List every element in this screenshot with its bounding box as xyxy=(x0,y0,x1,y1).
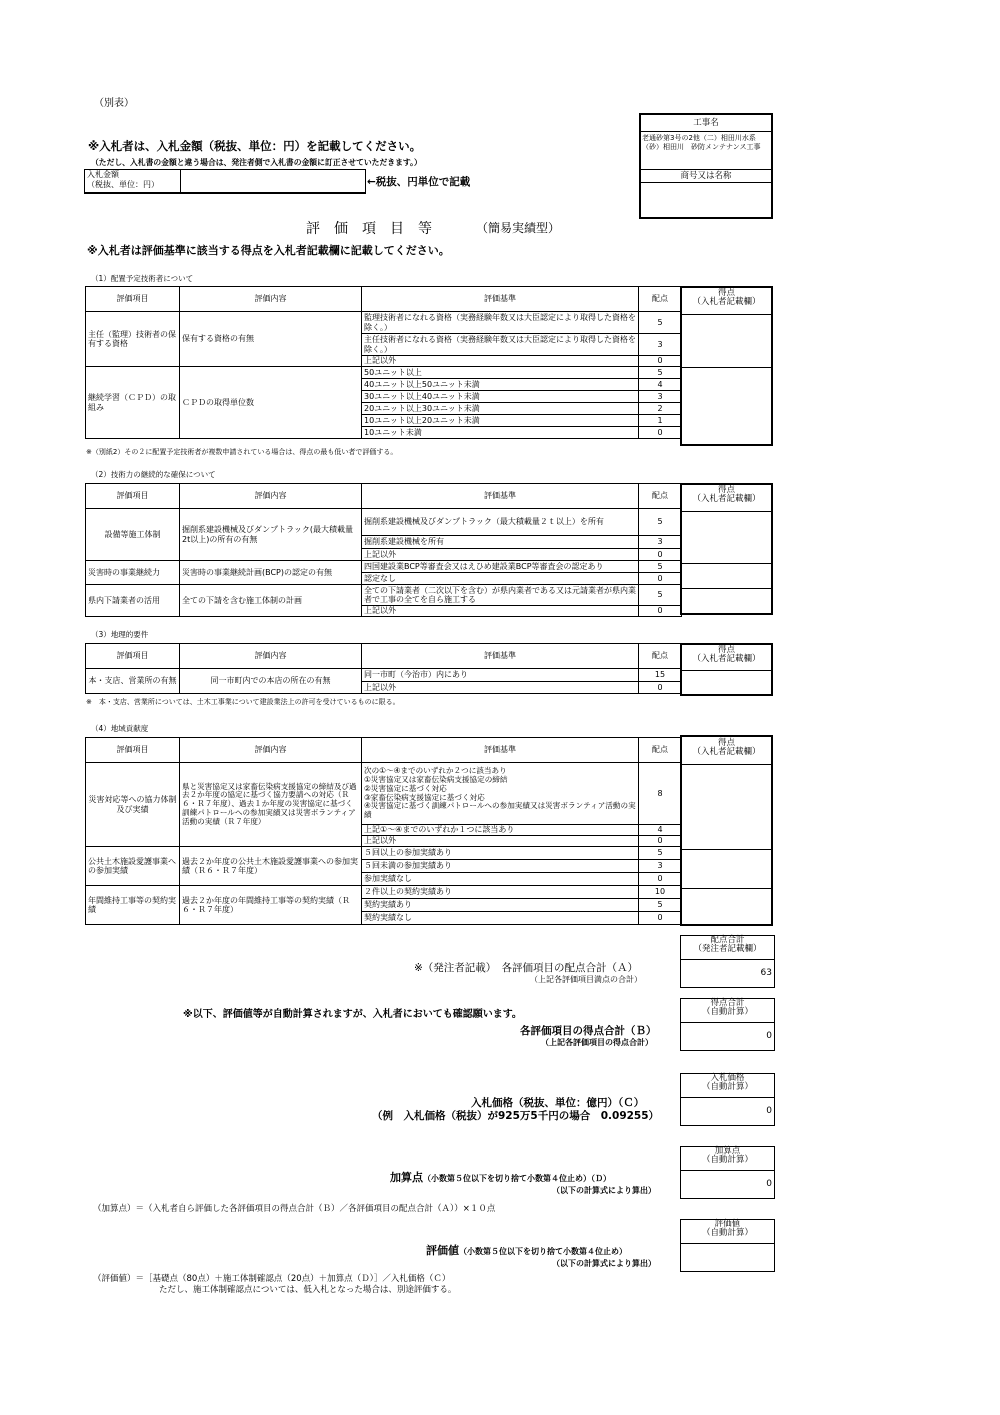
s4-row2-item: 公共土木施設愛護事業への参加実績 xyxy=(86,847,180,886)
s4-row3-content: 過去２か年度の年間維持工事等の契約実績（Ｒ６・Ｒ７年度） xyxy=(180,886,362,925)
evaluation-text-main: 評価値 xyxy=(426,1244,459,1257)
s2-score-input-2[interactable] xyxy=(682,564,771,589)
evaluation-text xyxy=(426,1242,627,1258)
attachment-label: （別表） xyxy=(94,98,134,109)
section1-table xyxy=(85,286,682,439)
s1-score-input-2[interactable] xyxy=(682,368,771,444)
section4-title: （4）地域貢献度 xyxy=(91,724,149,733)
s4-row3-points: 10 xyxy=(639,886,682,899)
section1-title: （1）配置予定技術者について xyxy=(91,274,194,283)
s1-score-input-1[interactable] xyxy=(682,315,771,368)
total-points-text: ※（発注者記載） 各評価項目の配点合計（Ａ） xyxy=(414,962,639,974)
s2-row2-item: 災害時の事業継続力 xyxy=(86,561,180,585)
s2-row3-item: 県内下請業者の活用 xyxy=(86,585,180,617)
s1-row2-item: 継続学習（ＣＰＤ）の取組み xyxy=(86,367,180,439)
s4-row2-points: 3 xyxy=(639,860,682,873)
header-criteria: 評価基準 xyxy=(362,484,639,509)
header-criteria: 評価基準 xyxy=(362,738,639,763)
bonus-sub: （以下の計算式により算出） xyxy=(552,1186,656,1195)
s4-score-input-2[interactable] xyxy=(682,850,771,889)
header-content: 評価内容 xyxy=(180,287,362,312)
s2-row1-points: 5 xyxy=(639,509,682,536)
total-score-label: 得点合計 （自動計算） xyxy=(681,999,774,1023)
company-name-label: 商号又は名称 xyxy=(641,170,771,183)
s1-row1-criteria: 上記以外 xyxy=(362,356,639,367)
s4-score-input-3[interactable] xyxy=(682,889,771,925)
header-points: 配点 xyxy=(639,644,682,669)
s2-score-input-3[interactable] xyxy=(682,589,771,613)
s4-row3-criteria: ２件以上の契約実績あり xyxy=(362,886,639,899)
s4-row2-criteria: ５回以上の参加実績あり xyxy=(362,847,639,860)
header-item: 評価項目 xyxy=(86,287,180,312)
auto-calc-note: ※以下、評価値等が自動計算されますが、入札者においても確認願います。 xyxy=(183,1009,522,1020)
s2-row2-content: 災害時の事業継続計画(BCP)の認定の有無 xyxy=(180,561,362,585)
bonus-value: 0 xyxy=(766,1179,772,1189)
company-name-input[interactable] xyxy=(641,183,771,217)
evaluation-label: 評価値 （自動計算） xyxy=(681,1220,774,1244)
bonus-formula: （加算点）＝（入札者自ら評価した各評価項目の得点合計（Ｂ）／各評価項目の配点合計（Ａ））×１０点 xyxy=(93,1204,496,1214)
s1-row2-content: ＣＰＤの取得単位数 xyxy=(180,367,362,439)
s1-row1-points: 0 xyxy=(639,356,682,367)
s3-row1-criteria: 同一市町（今治市）内にあり xyxy=(362,669,639,682)
bid-amount-label: 入札金額 （税抜、単位：円） xyxy=(85,170,181,192)
s4-row1-criteria: 次の①～④までのいずれか２つに該当あり ①災害協定又は家畜伝染病支援協定の締結 ②災害協定に基づく対応 ③家畜伝染病支援協定に基づく対応 ④災害協定に基づく訓練パトロールへの参加実績又は災害ボランティア活動の実績 xyxy=(362,763,639,825)
s2-score-column xyxy=(680,483,773,615)
evaluation-formula: （評価値）＝［基礎点（80点）＋施工体制確認点（20点）＋加算点（Ｄ）］／入札価格（Ｃ） xyxy=(93,1274,451,1284)
s1-row2-criteria: 10ユニット以上20ユニット未満 xyxy=(362,415,639,427)
bonus-text-main: 加算点 xyxy=(390,1171,423,1184)
header-item: 評価項目 xyxy=(86,484,180,509)
s4-row2-criteria: ５回未満の参加実績あり xyxy=(362,860,639,873)
s4-row1-criteria: 上記①～④までのいずれか１つに該当あり xyxy=(362,825,639,836)
s1-row2-criteria: 40ユニット以上50ユニット未満 xyxy=(362,379,639,391)
bonus-text xyxy=(390,1169,611,1185)
evaluation-box xyxy=(680,1219,775,1272)
total-score-sub: （上記各評価項目の得点合計） xyxy=(541,1038,653,1047)
s2-row3-points: 5 xyxy=(639,585,682,606)
evaluation-value xyxy=(681,1244,774,1271)
s1-row2-criteria: 50ユニット以上 xyxy=(362,367,639,379)
s1-row2-points: 5 xyxy=(639,367,682,379)
s1-row2-points: 4 xyxy=(639,379,682,391)
s4-row3-criteria: 契約実績なし xyxy=(362,912,639,925)
total-score-text: 各評価項目の得点合計（Ｂ） xyxy=(520,1025,657,1037)
s2-row2-criteria: 四国建設業BCP等審査会又はえひめ建設業BCP等審査会の認定あり xyxy=(362,561,639,573)
s4-score-input-1[interactable] xyxy=(682,765,771,850)
bid-amount-row xyxy=(84,169,366,194)
s3-row1-criteria: 上記以外 xyxy=(362,682,639,694)
s2-score-header: 得点 （入札者記載欄） xyxy=(682,485,771,512)
header-item: 評価項目 xyxy=(86,644,180,669)
s3-row1-points: 15 xyxy=(639,669,682,682)
s4-score-column xyxy=(680,735,773,926)
evaluation-sub: （以下の計算式により算出） xyxy=(552,1259,656,1268)
section3-table xyxy=(85,643,682,694)
s2-row1-points: 0 xyxy=(639,549,682,561)
s3-score-input-1[interactable] xyxy=(682,671,771,694)
total-points-value: 63 xyxy=(760,968,772,978)
s1-row2-points: 2 xyxy=(639,403,682,415)
s4-row2-points: 5 xyxy=(639,847,682,860)
s2-score-input-1[interactable] xyxy=(682,512,771,564)
header-criteria: 評価基準 xyxy=(362,287,639,312)
s2-row1-criteria: 上記以外 xyxy=(362,549,639,561)
project-name-value: 老通砂第3号の2他（二）相田川水系（砂）相田川 砂防メンテナンス工事 xyxy=(641,132,771,170)
s2-row1-item: 設備等施工体制 xyxy=(86,509,180,561)
section4-table xyxy=(85,737,682,925)
s3-row1-item: 本・支店、営業所の有無 xyxy=(86,669,180,694)
s2-row2-criteria: 認定なし xyxy=(362,573,639,585)
s2-row2-points: 5 xyxy=(639,561,682,573)
s2-row3-criteria: 上記以外 xyxy=(362,606,639,617)
s1-row2-points: 0 xyxy=(639,427,682,439)
s4-row3-criteria: 契約実績あり xyxy=(362,899,639,912)
s3-row1-content: 同一市町内での本店の所在の有無 xyxy=(180,669,362,694)
page-title: 評 価 項 目 等 xyxy=(306,221,432,237)
s1-row2-points: 1 xyxy=(639,415,682,427)
s1-score-column xyxy=(680,286,773,446)
evaluation-formula-note: ただし、施工体制確認点については、低入札となった場合は、別途評価する。 xyxy=(159,1285,457,1295)
s1-row2-points: 3 xyxy=(639,391,682,403)
bonus-box xyxy=(680,1146,775,1199)
bid-instruction-note: （ただし、入札書の金額と違う場合は、発注者側で入札書の金額に訂正させていただきます。） xyxy=(91,158,422,167)
section3-title: （3）地理的要件 xyxy=(91,630,149,639)
bid-instruction: ※入札者は、入札金額（税抜、単位：円）を記載してください。 xyxy=(88,139,422,153)
bid-amount-input[interactable] xyxy=(182,170,363,192)
header-content: 評価内容 xyxy=(180,644,362,669)
s3-score-column xyxy=(680,643,773,696)
total-score-box xyxy=(680,998,775,1051)
s2-row3-content: 全ての下請を含む施工体制の計画 xyxy=(180,585,362,617)
section2-table xyxy=(85,483,682,617)
bid-price-box xyxy=(680,1073,775,1126)
header-content: 評価内容 xyxy=(180,738,362,763)
project-box xyxy=(639,113,773,219)
s2-row1-criteria: 掘削系建設機械及びダンプトラック（最大積載量２ｔ以上）を所有 xyxy=(362,509,639,536)
section2-title: （2）技術力の継続的な確保について xyxy=(91,470,216,479)
bonus-label: 加算点 （自動計算） xyxy=(681,1147,774,1171)
s1-row1-points: 5 xyxy=(639,312,682,334)
s4-row1-item: 災害対応等への協力体制及び実績 xyxy=(86,763,180,847)
header-points: 配点 xyxy=(639,287,682,312)
s4-row1-content: 県と災害協定又は家畜伝染病支援協定の締結及び過去２か年度の協定に基づく協力要請への対応（Ｒ６・Ｒ７年度）、過去１か年度の災害協定に基づく訓練パトロールへの参加実績又は災害ボランティア活動の実績（Ｒ７年度） xyxy=(180,763,362,847)
s1-row2-criteria: 20ユニット以上30ユニット未満 xyxy=(362,403,639,415)
section3-note: ※ 本・支店、営業所については、土木工事業について建設業法上の許可を受けているものに限る。 xyxy=(86,698,400,706)
s1-row2-criteria: 30ユニット以上40ユニット未満 xyxy=(362,391,639,403)
s2-row2-points: 0 xyxy=(639,573,682,585)
s2-row1-content: 掘削系建設機械及びダンプトラック(最大積載量2t以上)の所有の有無 xyxy=(180,509,362,561)
bid-price-label: 入札価格 （自動計算） xyxy=(681,1074,774,1098)
total-points-label: 配点合計 （発注者記載欄） xyxy=(681,936,774,960)
title-instruction: ※入札者は評価基準に該当する得点を入札者記載欄に記載してください。 xyxy=(87,244,450,257)
section1-note: ※（別紙2）その２に配置予定技術者が複数申請されている場合は、得点の最も低い者で評価する。 xyxy=(86,448,398,456)
s1-score-header: 得点 （入札者記載欄） xyxy=(682,288,771,315)
s1-row1-criteria: 主任技術者になれる資格（実務経験年数又は大臣認定により取得した資格を除く。） xyxy=(362,334,639,356)
s4-row1-points: 0 xyxy=(639,836,682,847)
s4-score-header: 得点 （入札者記載欄） xyxy=(682,737,771,765)
header-points: 配点 xyxy=(639,484,682,509)
bonus-text-note: （小数第５位以下を切り捨て小数第４位止め）（Ｄ） xyxy=(423,1174,611,1183)
s3-row1-points: 0 xyxy=(639,682,682,694)
bid-price-sub: （例 入札価格（税抜）が925万5千円の場合 0.09255） xyxy=(372,1110,660,1122)
s3-score-header: 得点 （入札者記載欄） xyxy=(682,645,771,671)
s4-row2-points: 0 xyxy=(639,873,682,886)
header-points: 配点 xyxy=(639,738,682,763)
s1-row2-criteria: 10ユニット未満 xyxy=(362,427,639,439)
bid-price-value: 0 xyxy=(766,1106,772,1116)
s4-row1-criteria: 上記以外 xyxy=(362,836,639,847)
s1-row1-item: 主任（監理）技術者の保有する資格 xyxy=(86,312,180,367)
s4-row2-criteria: 参加実績なし xyxy=(362,873,639,886)
bid-price-text: 入札価格（税抜、単位：億円）（Ｃ） xyxy=(471,1097,645,1109)
total-points-sub: （上記各評価項目満点の合計） xyxy=(530,975,642,984)
s2-row3-criteria: 全ての下請業者（二次以下を含む）が県内業者である又は元請業者が県内業者で工事の全てを自ら施工する xyxy=(362,585,639,606)
s4-row3-item: 年間維持工事等の契約実績 xyxy=(86,886,180,925)
header-criteria: 評価基準 xyxy=(362,644,639,669)
s1-row1-points: 3 xyxy=(639,334,682,356)
bid-amount-note: ←税抜、円単位で記載 xyxy=(367,176,471,188)
s4-row1-points: 4 xyxy=(639,825,682,836)
s2-row3-points: 0 xyxy=(639,606,682,617)
page-subtitle: （簡易実績型） xyxy=(476,221,561,235)
header-item: 評価項目 xyxy=(86,738,180,763)
s4-row3-points: 5 xyxy=(639,899,682,912)
project-name-label: 工事名 xyxy=(641,115,771,132)
s4-row3-points: 0 xyxy=(639,912,682,925)
s4-row1-points: 8 xyxy=(639,763,682,825)
s2-row1-criteria: 掘削系建設機械を所有 xyxy=(362,536,639,549)
s2-row1-points: 3 xyxy=(639,536,682,549)
s1-row1-criteria: 監理技術者になれる資格（実務経験年数又は大臣認定により取得した資格を除く。） xyxy=(362,312,639,334)
s4-row2-content: 過去２か年度の公共土木施設愛護事業への参加実績（Ｒ６・Ｒ７年度） xyxy=(180,847,362,886)
total-points-box xyxy=(680,935,775,988)
s1-row1-content: 保有する資格の有無 xyxy=(180,312,362,367)
total-score-value: 0 xyxy=(766,1031,772,1041)
header-content: 評価内容 xyxy=(180,484,362,509)
evaluation-text-note: （小数第５位以下を切り捨て小数第４位止め） xyxy=(459,1247,627,1256)
